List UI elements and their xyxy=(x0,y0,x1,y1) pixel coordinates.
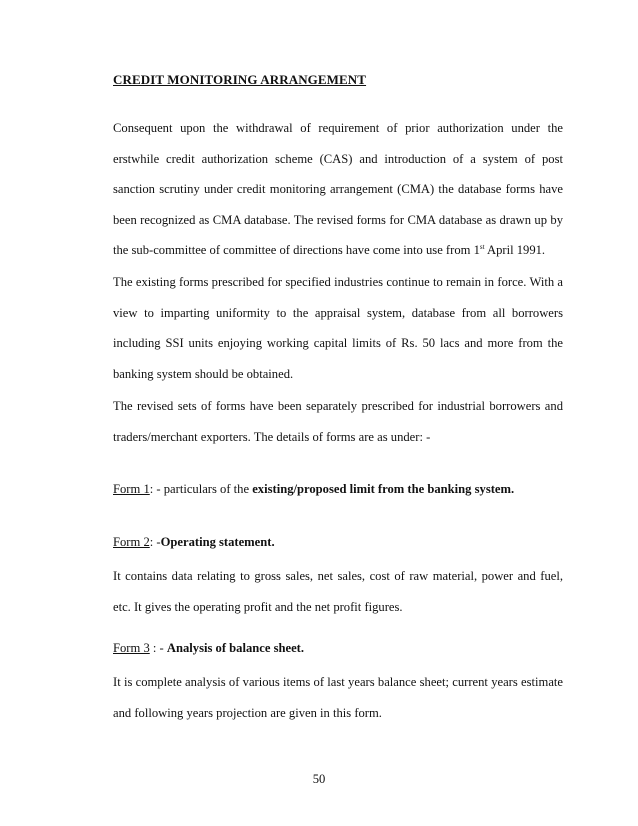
form-1-separator: : - particulars of the xyxy=(149,482,253,496)
ordinal-suffix: st xyxy=(479,242,485,251)
form-2-explanation: It contains data relating to gross sales, net sales, cost of raw material, power and fuel, etc. It gives the operating profit and the net profit figures. xyxy=(113,569,563,614)
form-2-separator: : - xyxy=(149,535,161,549)
form-2-description: Operating statement. xyxy=(160,535,275,549)
form-3-explanation: It is complete analysis of various items of last years balance sheet; current years estimate and following years projection are given in this form. xyxy=(113,675,563,720)
form-1-label: Form 1 xyxy=(113,482,150,496)
form-3-label: Form 3 xyxy=(113,641,150,655)
form-2-line xyxy=(113,534,573,550)
paragraph-existing-forms: The existing forms prescribed for specified industries continue to remain in force. With a view to imparting uniformity to the appraisal system, database from all borrowers including SSI units enjoying working capital limits of Rs. 50 lacs and more from the banking system should be obtained. xyxy=(113,275,563,381)
paragraph-revised-forms: The revised sets of forms have been separately prescribed for industrial borrowers and traders/merchant exporters. The details of forms are as under: - xyxy=(113,399,563,444)
paragraph-cma-intro-date: April 1991. xyxy=(484,243,546,257)
form-1-description: existing/proposed limit from the banking system. xyxy=(252,482,515,496)
page-number: 50 xyxy=(312,772,326,786)
form-2-label: Form 2 xyxy=(113,535,150,549)
form-3-line xyxy=(113,640,573,656)
form-3-description: Analysis of balance sheet. xyxy=(166,641,305,655)
paragraph-cma-intro xyxy=(113,113,563,266)
section-heading: CREDIT MONITORING ARRANGEMENT xyxy=(113,72,367,87)
paragraph-cma-intro-text: Consequent upon the withdrawal of requirement of prior authorization under the erstwhile credit authorization scheme (CAS) and introduction of a system of post sanction scrutiny under credit monitoring arrangement (CMA) the database forms have been recognized as CMA database. The revised forms for CMA database as drawn up by the sub-committee of committee of directions have come into use from 1 xyxy=(113,121,563,257)
form-1-line xyxy=(113,481,573,497)
form-3-separator: : - xyxy=(149,641,167,655)
